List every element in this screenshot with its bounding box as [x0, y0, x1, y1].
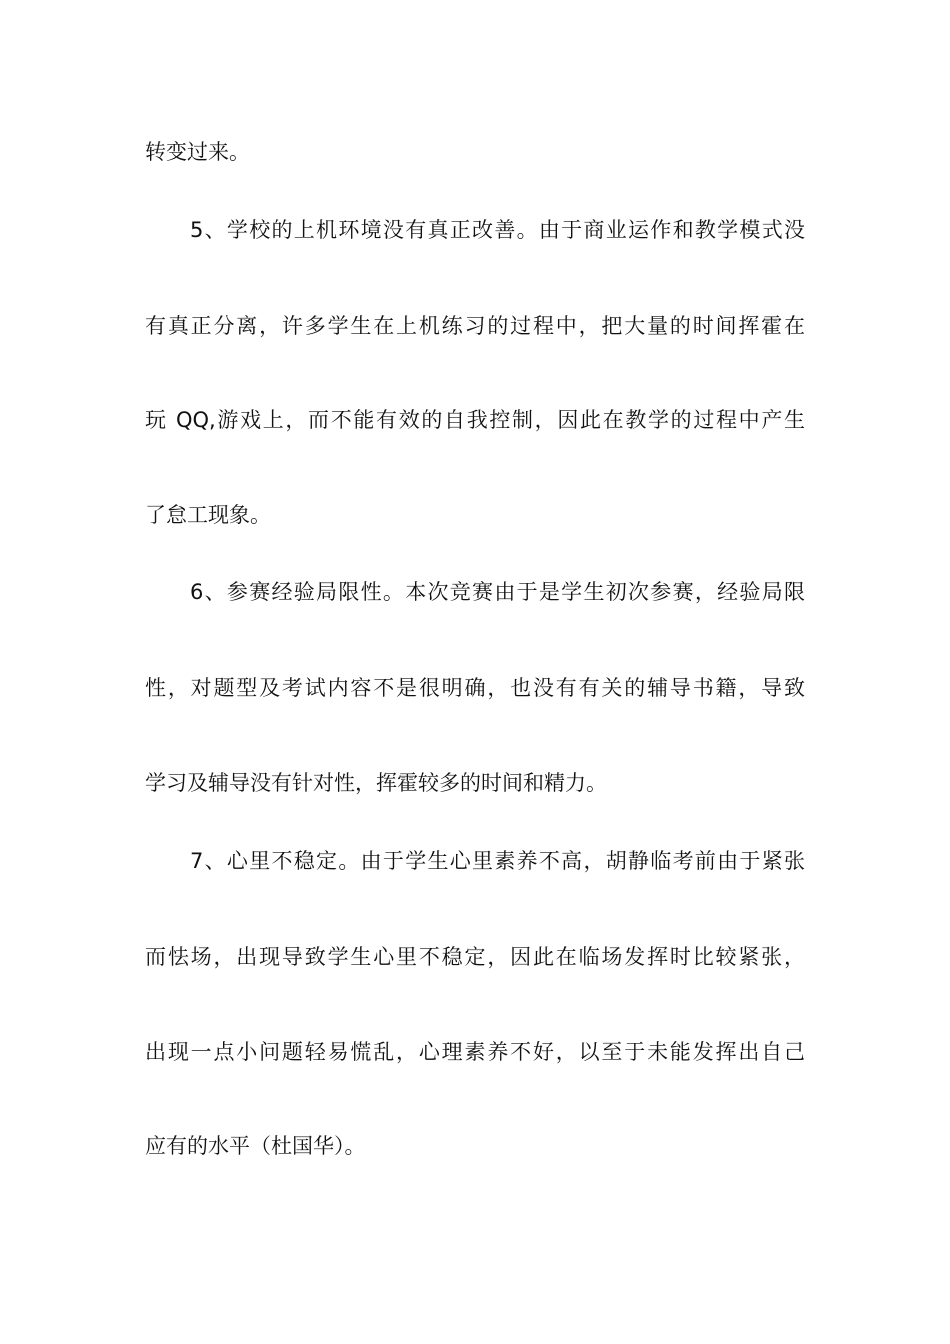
paragraph-6-line-3: 学习及辅导没有针对性，挥霍较多的时间和精力。: [145, 771, 607, 795]
paragraph-5-line-4: 了怠工现象。: [145, 503, 271, 527]
paragraph-7-line-3: 出现一点小问题轻易慌乱，心理素养不好，以至于未能发挥出自己: [145, 1040, 805, 1064]
paragraph-4-continuation: 转变过来。: [145, 140, 250, 164]
paragraph-5-line-2: 有真正分离，许多学生在上机练习的过程中，把大量的时间挥霍在: [145, 314, 805, 338]
paragraph-7-line-1: 7、心里不稳定。由于学生心里素养不高，胡静临考前由于紧张: [190, 849, 805, 873]
paragraph-7-line-2: 而怯场，出现导致学生心里不稳定，因此在临场发挥时比较紧张，: [145, 945, 805, 969]
paragraph-6-line-1: 6、参赛经验局限性。本次竞赛由于是学生初次参赛，经验局限: [190, 580, 805, 604]
paragraph-7-line-4: 应有的水平（杜国华）。: [145, 1134, 366, 1158]
paragraph-6-line-2: 性，对题型及考试内容不是很明确，也没有有关的辅导书籍，导致: [145, 676, 805, 700]
paragraph-5-line-1: 5、学校的上机环境没有真正改善。由于商业运作和教学模式没: [190, 218, 805, 242]
paragraph-5-line-3: 玩 QQ,游戏上，而不能有效的自我控制，因此在教学的过程中产生: [145, 408, 805, 432]
